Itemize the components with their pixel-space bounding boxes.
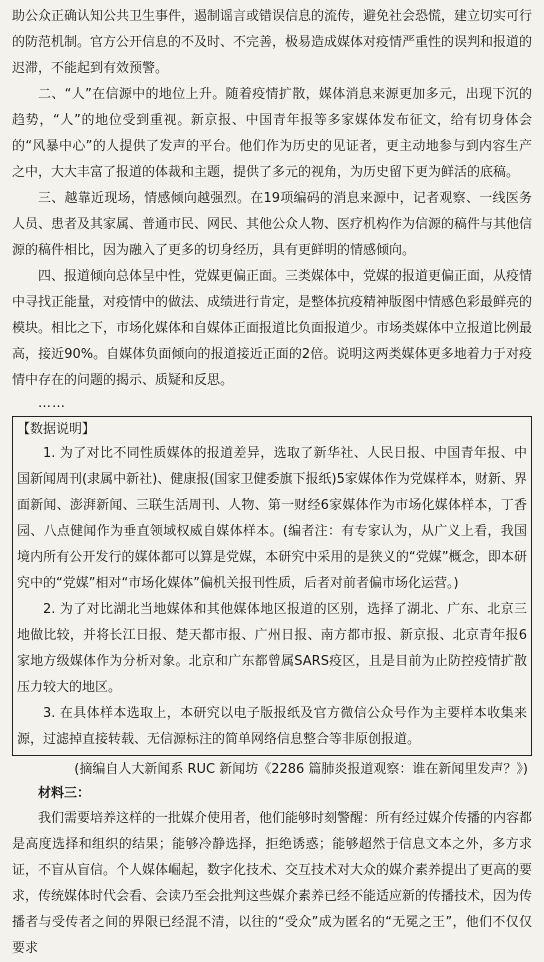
data-note-item-2: 2. 为了对比湖北当地媒体和其他媒体地区报道的区别，选择了湖北、广东、北京三地做比较，并将长江日报、楚天都市报、广州日报、南方都市报、新京报、北京青年报6家地方级媒体作为分析对象。北京和广东都曾属SARS疫区，且是目前为止防控疫情扩散压力较大的地区。 xyxy=(17,602,527,695)
data-note-box xyxy=(12,416,532,756)
paragraph-point-four: 四、报道倾向总体呈中性，党媒更偏正面。三类媒体中，党媒的报道更偏正面，从疫情中寻找正能量，对疫情中的做法、成绩进行肯定，是整体抗疫精神版图中情感色彩最鲜亮的模块。相比之下，市场化媒体和自媒体正面报道比负面报道少。市场类媒体中立报道比例最高，接近90%。自媒体负面倾向的报道接近正面的2倍。说明这两类媒体更多地着力于对疫情中存在的问题的揭示、质疑和反思。 xyxy=(12,269,533,388)
paragraph-point-three: 三、越靠近现场，情感倾向越强烈。在19项编码的消息来源中，记者观察、一线医务人员、患者及其家属、普通市民、网民、其他公众人物、医疗机构作为信源的稿件与其他信源的稿件相比，因为融入了更多的切身经历，具有更鲜明的情感倾向。 xyxy=(12,191,533,258)
source-citation: (摘编自人大新闻系 RUC 新闻坊《2286 篇肺炎报道观察：谁在新闻里发声？》) xyxy=(74,762,528,777)
paragraph-continuation: 助公众正确认知公共卫生事件，遏制谣言或错误信息的流传，避免社会恐慌，建立切实可行的防范机制。官方公开信息的不及时、不完善，极易造成媒体对疫情严重性的误判和报道的迟滞，不能起到有效预警。 xyxy=(12,9,533,76)
material-heading: 材料三： xyxy=(38,786,91,801)
data-note-item-3: 3. 在具体样本选取上，本研究以电子版报纸及官方微信公众号作为主要样本收集来源，过滤掉直接转载、无信源标注的简单网络信息整合等非原创报道。 xyxy=(17,706,527,747)
paragraph-point-two: 二、“人”在信源中的地位上升。随着疫情扩散，媒体消息来源更加多元，出现下沉的趋势，“人”的地位受到重视。新京报、中国青年报等多家媒体发布征文，给有切身体会的“风暴中心”的人提供了发声的平台。他们作为历史的见证者，更主动地参与到内容生产之中，大大丰富了报道的体裁和主题，提供了多元的视角，为历史留下更为鲜活的底稿。 xyxy=(12,87,532,180)
ellipsis: …… xyxy=(38,396,66,411)
data-note-item-1: 1. 为了对比不同性质媒体的报道差异，选取了新华社、人民日报、中国青年报、中国新闻周刊(隶属中新社)、健康报(国家卫健委旗下报纸)5家媒体作为党媒样本，财新、界面新闻、澎湃新闻、三联生活周刊、人物、第一财经6家媒体作为市场化媒体样本，丁香园、八点健闻作为垂直领域权威自媒体样本。(编者注：有专家认为，从广义上看，我国境内所有公开发行的媒体都可以算是党媒，本研究中采用的是狭义的“党媒”概念，即本研究中的“党媒”相对“市场化媒体”偏机关报刊性质，后者对前者偏市场化运营。) xyxy=(17,446,527,591)
data-note-title: 【数据说明】 xyxy=(17,422,96,437)
material-three-text: 我们需要培养这样的一批媒介使用者，他们能够时刻警醒：所有经过媒介传播的内容都是高度选择和组织的结果；能够冷静选择，拒绝诱惑；能够超然于信息文本之外，多方求证，不盲从盲信。个人媒体崛起，数字化技术、交互技术对大众的媒介素养提出了更高的要求，传统媒体时代会看、会读乃至会批判这些媒介素养已经不能适应新的传播技术，因为传播者与受传者之间的界限已经混不清，以往的“受众”成为匿名的“无冕之王”，他们不仅仅要求 xyxy=(12,811,533,956)
